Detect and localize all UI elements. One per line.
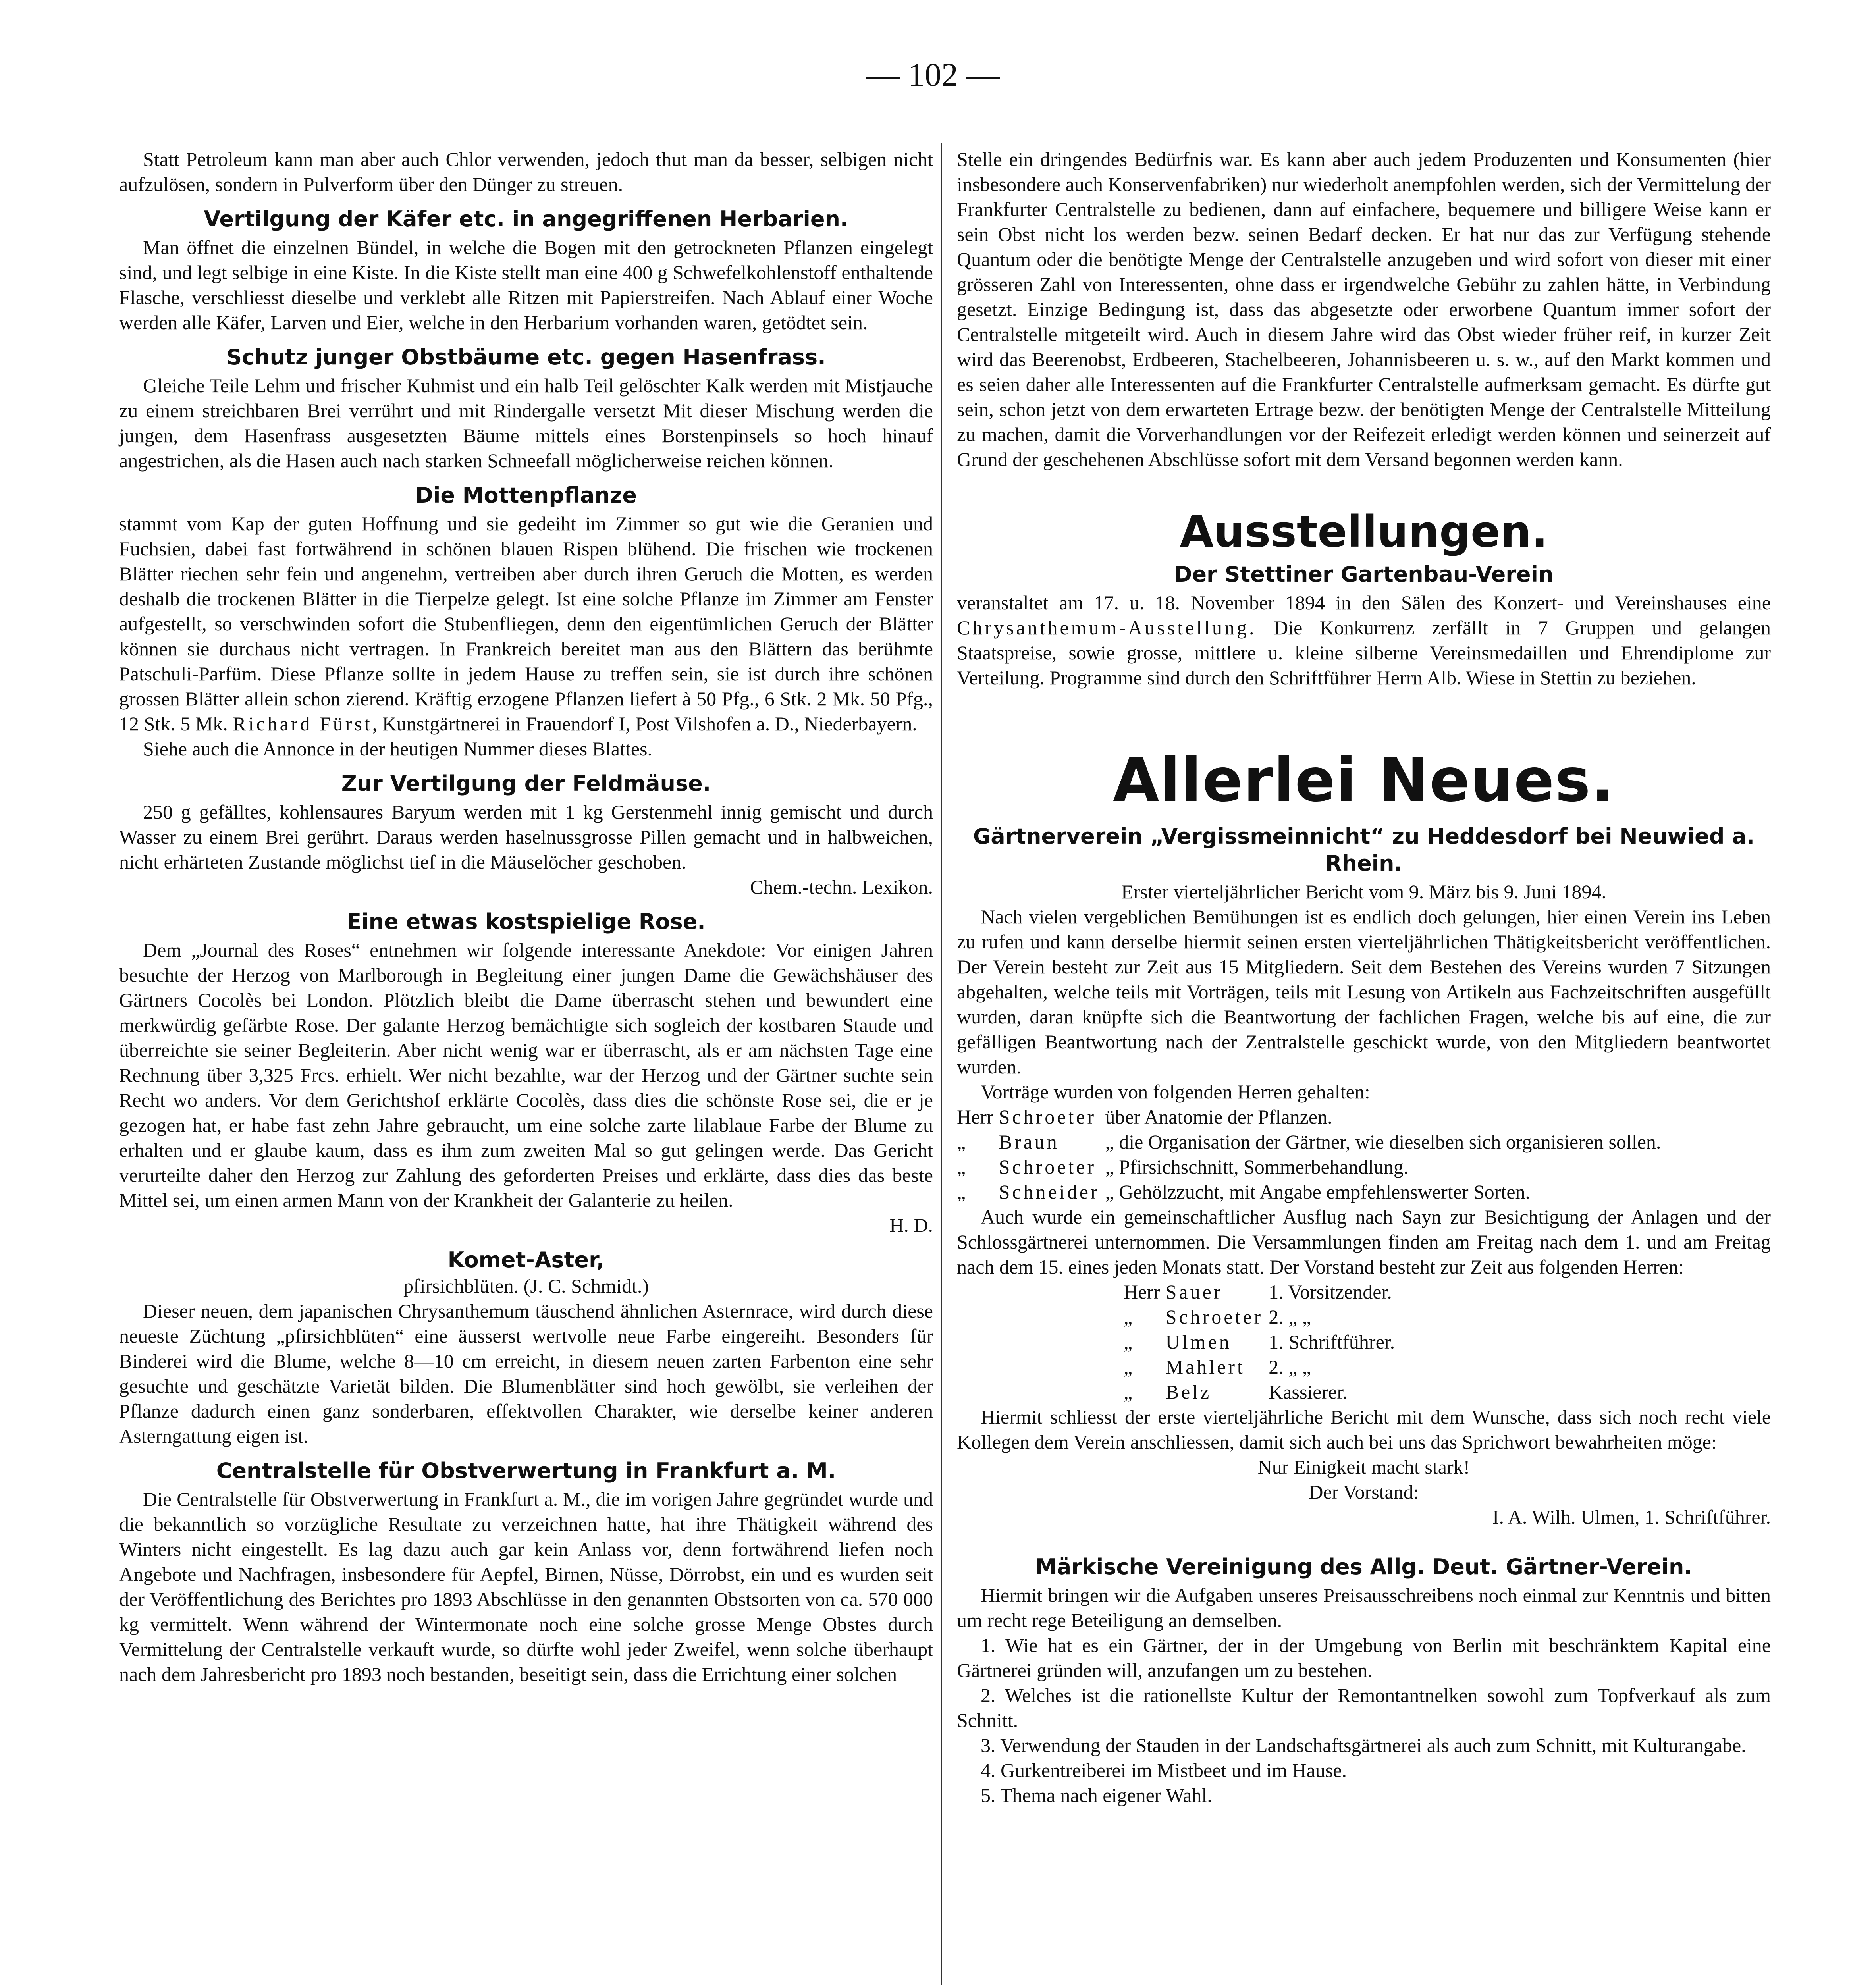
list-item: 4. Gurkentreiberei im Mistbeet und im Hause. bbox=[981, 1759, 1347, 1781]
lecture-row: „ Schneider „ Gehölzzucht, mit Angabe empfehlenswerter Sorten. bbox=[957, 1181, 1531, 1203]
aster-heading: Komet-Aster, bbox=[447, 1247, 605, 1272]
closing-signature: I. A. Wilh. Ulmen, 1. Schriftführer. bbox=[1492, 1506, 1771, 1528]
lecture-row: Herr Schroeter über Anatomie der Pflanzen. bbox=[957, 1106, 1332, 1128]
intro-paragraph: Statt Petroleum kann man aber auch Chlor verwenden, jedoch thut man da besser, selbigen nicht aufzulösen, sondern in Pulverform über den Dünger zu streuen. bbox=[119, 148, 933, 195]
kaefer-heading: Vertilgung der Käfer etc. in angegriffenen Herbarien. bbox=[204, 206, 848, 231]
allerlei-text2: Auch wurde ein gemeinschaftlicher Ausflug nach Sayn zur Besichtigung der Anlagen und der Schlossgärtnerei unternommen. Die Versammlungen finden am Freitag nach dem 1. und am Freitag nach dem 15. eines jeden Monats statt. Der Vorstand besteht zur Zeit aus folgenden Herren: bbox=[957, 1206, 1771, 1278]
motten-note: Siehe auch die Annonce in der heutigen Nummer dieses Blattes. bbox=[143, 738, 652, 760]
board-table bbox=[1124, 1280, 1400, 1405]
hasen-text: Gleiche Teile Lehm und frischer Kuhmist und ein halb Teil gelöschter Kalk werden mit Mistjauche zu einem streichbaren Brei verrührt und mit Rindergalle versetzt Mit dieser Mischung werden die jungen, dem Hasenfrass ausgesetzten Bäume mittels eines Borstenpinsels so hoch hinauf angestrichen, als die Hasen auch nach starken Schneefall möglicherweise reichen können. bbox=[119, 374, 933, 472]
rose-text: Dem „Journal des Roses“ entnehmen wir folgende interessante Anekdote: Vor einigen Jahren besuchte der Herzog von Marlborough in Begleitung einer jungen Dame die Gewächshäuser des Gärtners Cocolès bei London. Plötzlich bleibt die Dame überrascht stehen und bewundert eine merkwürdig gefärbte Rose. Der galante Herzog bemächtigte sich sogleich der kostbaren Staude und überreichte sie seiner Begleiterin. Aber nicht wenig war er überrascht, als er am nächsten Tage eine Rechnung über 3,325 Frcs. erhielt. Wer nicht bezahlte, war der Herzog und der Gärtner suchte sein Recht wo anders. Vor dem Gerichtshof erklärte Cocolès, dass dies die schönste Rose sei, die er je gezogen hat, er habe fast zehn Jahre gebraucht, um eine solche zarte lilablaue Farbe der Blume zu erhalten und er glaube kaum, dass es ihm zum zweiten Mal so gut gelingen werde. Das Gericht verurteilte daher den Herzog zur Zahlung des geforderten Preises und erklärte, dass dies das beste Mittel sei, um einen armen Mann von der Krankheit der Galanterie zu heilen. bbox=[119, 939, 933, 1211]
column-divider bbox=[941, 143, 942, 1985]
supplier-name: Richard Fürst bbox=[233, 713, 372, 735]
lecture-row: „ Schroeter „ Pfirsichschnitt, Sommerbehandlung. bbox=[957, 1156, 1409, 1178]
aster-text: Dieser neuen, dem japanischen Chrysanthemum täuschend ähnlichen Asternrace, wird durch diese neueste Züchtung „pfirsichblüten“ eine äusserst wertvolle neue Farbe eingereiht. Besonders für Binderei wird die Blume, welche 8—10 cm erreicht, in diesem neuen zarten Farbenton eine sehr gesuchte und geschätzte Varietät bilden. Die Blumenblätter sind hoch gewölbt, sie verleihen der Pflanze dadurch einen ganz sonderbaren, effektvollen Charakter, wie derselbe keiner anderen Asterngattung eigen ist. bbox=[119, 1300, 933, 1447]
feldmaeuse-source: Chem.-techn. Lexikon. bbox=[750, 876, 933, 898]
board-row: Herr Sauer 1. Vorsitzender. bbox=[1124, 1281, 1392, 1303]
motten-heading: Die Mottenpflanze bbox=[415, 483, 637, 508]
board-row: „ Mahlert 2. „ „ bbox=[1124, 1356, 1311, 1378]
feldmaeuse-text: 250 g gefälltes, kohlensaures Baryum werden mit 1 kg Gerstenmehl innig gemischt und durch Wasser zu einem Brei gerührt. Daraus werden haselnussgrosse Pillen gemacht und in halbweichen, nicht erhärteten Zustande möglichst tief in die Mäuselöcher geschoben. bbox=[119, 801, 933, 873]
chrysanthemum-exhibition: Chrysanthemum-Ausstellung. bbox=[957, 617, 1257, 639]
stettin-subheading: Der Stettiner Gartenbau-Verein bbox=[1174, 562, 1554, 587]
centralstelle-text: Die Centralstelle für Obstverwertung in Frankfurt a. M., die im vorigen Jahre gegründet wurde und die bekanntlich so vorzügliche Resultate zu verzeichnen hatte, hat ihre Thätigkeit während des Winters nicht eingestellt. Es lag dazu auch gar kein Anlass vor, denn fortwährend liefen noch Angebote und Nachfragen, insbesondere für Aepfel, Birnen, Nüsse, Dörrobst, ein und es wurden seit der Veröffentlichung des Berichtes pro 1893 Abschlüsse in den genannten Obstsorten von ca. 570 000 kg vermittelt. Wenn während der Wintermonate noch eine solche grosse Menge Obstes durch Vermittelung der Centralstelle verkauft wurde, so dürfte wohl jeder Zweifel, wenn solche überhaupt nach dem Jahresbericht pro 1893 noch bestanden, beseitigt sein, dass die Errichtung einer solchen bbox=[119, 1488, 933, 1685]
verein-subheading: Gärtnerverein „Vergissmeinnicht“ zu Heddesdorf bei Neuwied a. Rhein. bbox=[973, 824, 1755, 876]
board-row: „ Schroeter 2. „ „ bbox=[1124, 1306, 1311, 1328]
centralstelle-heading: Centralstelle für Obstverwertung in Frankfurt a. M. bbox=[216, 1458, 836, 1483]
lectures-intro: Vorträge wurden von folgenden Herren gehalten: bbox=[981, 1081, 1370, 1103]
aster-subheading: pfirsichblüten. (J. C. Schmidt.) bbox=[403, 1275, 649, 1297]
right-column bbox=[957, 147, 1771, 1808]
report-line: Erster vierteljährlicher Bericht vom 9. März bis 9. Juni 1894. bbox=[1121, 881, 1606, 903]
kaefer-text: Man öffnet die einzelnen Bündel, in welche die Bogen mit den getrockneten Pflanzen eingelegt sind, und legt selbige in eine Kiste. In die Kiste stellt man eine 400 g Schwefelkohlenstoff enthaltende Flasche, verschliesst dieselbe und verklebt alle Ritzen mit Papierstreifen. Nach Ablauf einer Woche werden alle Käfer, Larven und Eier, welche in den Herbarium vorhanden waren, getödtet sein. bbox=[119, 236, 933, 333]
list-item: 3. Verwendung der Stauden in der Landschaftsgärtnerei als auch zum Schnitt, mit Kulturangabe. bbox=[981, 1734, 1746, 1756]
board-row: „ Belz Kassierer. bbox=[1124, 1381, 1348, 1403]
maerkische-intro: Hiermit bringen wir die Aufgaben unseres Preisausschreibens noch einmal zur Kenntnis und bitten um recht rege Beteiligung an demselben. bbox=[957, 1584, 1771, 1631]
list-item: 1. Wie hat es ein Gärtner, der in der Umgebung von Berlin mit beschränktem Kapital eine Gärtnerei gründen will, anzufangen um zu bestehen. bbox=[957, 1634, 1771, 1681]
motto: Nur Einigkeit macht stark! bbox=[1257, 1456, 1470, 1478]
rose-signature: H. D. bbox=[889, 1214, 933, 1236]
list-item: 2. Welches ist die rationellste Kultur der Remontantnelken sowohl zum Topfverkauf als zum Schnitt. bbox=[957, 1684, 1771, 1731]
rose-heading: Eine etwas kostspielige Rose. bbox=[347, 909, 706, 934]
ausstellungen-text: veranstaltet am 17. u. 18. November 1894 in den Sälen des Konzert- und Vereinshauses eine Chrysanthemum-Ausstellung. Die Konkurrenz zerfällt in 7 Gruppen und gelangen Staatspreise, sowie grosse, mittlere u. kleine silberne Vereinsmedaillen und Ehrendiplome zur Verteilung. Programme sind durch den Schriftführer Herrn Alb. Wiese in Stettin zu beziehen. bbox=[957, 592, 1771, 689]
lecture-row: „ Braun „ die Organisation der Gärtner, wie dieselben sich organisieren sollen. bbox=[957, 1131, 1661, 1153]
page-number: — 102 — bbox=[866, 56, 1000, 93]
centralstelle-continued: Stelle ein dringendes Bedürfnis war. Es kann aber auch jedem Produzenten und Konsumenten (hier insbesondere auch Konservenfabriken) nur wiederholt anempfohlen werden, sich der Vermittelung der Frankfurter Centralstelle zu bedienen, dann auf einfachere, bequemere und billigere Weise kann er sein Obst nicht los werden bezw. seinen Bedarf decken. Er hat nur das zur Verfügung stehende Quantum oder die benötigte Menge der Centralstelle anzugeben und wird sofort von dieser mit einer grösseren Zahl von Interessenten, ohne dass er irgendwelche Gebühr zu zahlen hätte, in Verbindung gesetzt. Einzige Bedingung ist, dass das abgesetzte oder erworbene Quantum immer sofort der Centralstelle mitgeteilt wird. Auch in diesem Jahre wird das Obst wieder früher reif, in kurzer Zeit wird das Beerenobst, Erdbeeren, Stachelbeeren, Johannisbeeren u. s. w., auf den Markt kommen und es seien daher alle Interessenten auf die Frankfurter Centralstelle aufmerksam gemacht. Es dürfte gut sein, schon jetzt von dem erwarteten Ertrage bezw. der benötigten Menge der Centralstelle Mitteilung zu machen, damit die Vorverhandlungen vor der Reifezeit erledigt werden können und seinerzeit auf Grund der geschehenen Abschlüsse sofort mit dem Versand begonnen werden kann. bbox=[957, 148, 1771, 470]
allerlei-heading: Allerlei Neues. bbox=[1113, 746, 1615, 815]
board-row: „ Ulmen 1. Schriftführer. bbox=[1124, 1331, 1395, 1353]
hasen-heading: Schutz junger Obstbäume etc. gegen Hasenfrass. bbox=[226, 345, 826, 370]
maerkische-heading: Märkische Vereinigung des Allg. Deut. Gärtner-Verein. bbox=[1035, 1554, 1692, 1579]
allerlei-text1: Nach vielen vergeblichen Bemühungen ist es endlich doch gelungen, hier einen Verein ins Leben zu rufen und kann derselbe hiermit seinen ersten vierteljährlichen Thätigkeitsbericht veröffentlichen. Der Verein besteht zur Zeit aus 15 Mitgliedern. Seit dem Bestehen des Vereins wurden 7 Sitzungen abgehalten, welche teils mit Vorträgen, teils mit Lesung von Artikeln aus Fachzeitschriften ausgefüllt wurden, daran knüpfte sich die Beantwortung der fachlichen Fragen, welche bis auf eine, die zur gefälligen Beantwortung nach der Zentralstelle geschickt wurde, von den Mitgliedern beantwortet wurden. bbox=[957, 906, 1771, 1078]
closing-board: Der Vorstand: bbox=[1309, 1481, 1419, 1503]
contest-task-list bbox=[957, 1633, 1771, 1808]
feldmaeuse-heading: Zur Vertilgung der Feldmäuse. bbox=[341, 771, 711, 796]
motten-text: stammt vom Kap der guten Hoffnung und sie gedeiht im Zimmer so gut wie die Geranien und Fuchsien, dabei fast fortwährend in schönen blauen Rispen blühend. Die frischen wie trockenen Blätter riechen sehr fein und angenehm, vertreiben aber durch ihren Geruch die Motten, es werden deshalb die trockenen Blätter in die Tierpelze gelegt. Ist eine solche Pflanze im Zimmer am Fenster aufgestellt, so verschwinden sofort die Stubenfliegen, denn den eigentümlichen Geruch der Blätter können sie durchaus nicht vertragen. In Frankreich bereitet man aus den Blättern das berühmte Patschuli-Parfüm. Diese Pflanze sollte in jedem Hause zu treffen sein, sie ist durch ihre schönen grossen Blätter allein schon zierend. Kräftig erzogene Pflanzen liefert à 50 Pfg., 6 Stk. 2 Mk. 50 Pfg., 12 Stk. 5 Mk. Richard Fürst, Kunstgärtnerei in Frauendorf I, Post Vilshofen a. D., Niederbayern. bbox=[119, 513, 933, 735]
left-column bbox=[119, 147, 933, 1687]
allerlei-text3: Hiermit schliesst der erste vierteljährliche Bericht mit dem Wunsche, dass sich noch recht viele Kollegen dem Verein anschliessen, damit sich auch bei uns das Sprichwort bewahrheiten möge: bbox=[957, 1406, 1771, 1453]
ausstellungen-heading: Ausstellungen. bbox=[1180, 506, 1548, 557]
lectures-table bbox=[957, 1104, 1666, 1204]
list-item: 5. Thema nach eigener Wahl. bbox=[981, 1784, 1212, 1806]
